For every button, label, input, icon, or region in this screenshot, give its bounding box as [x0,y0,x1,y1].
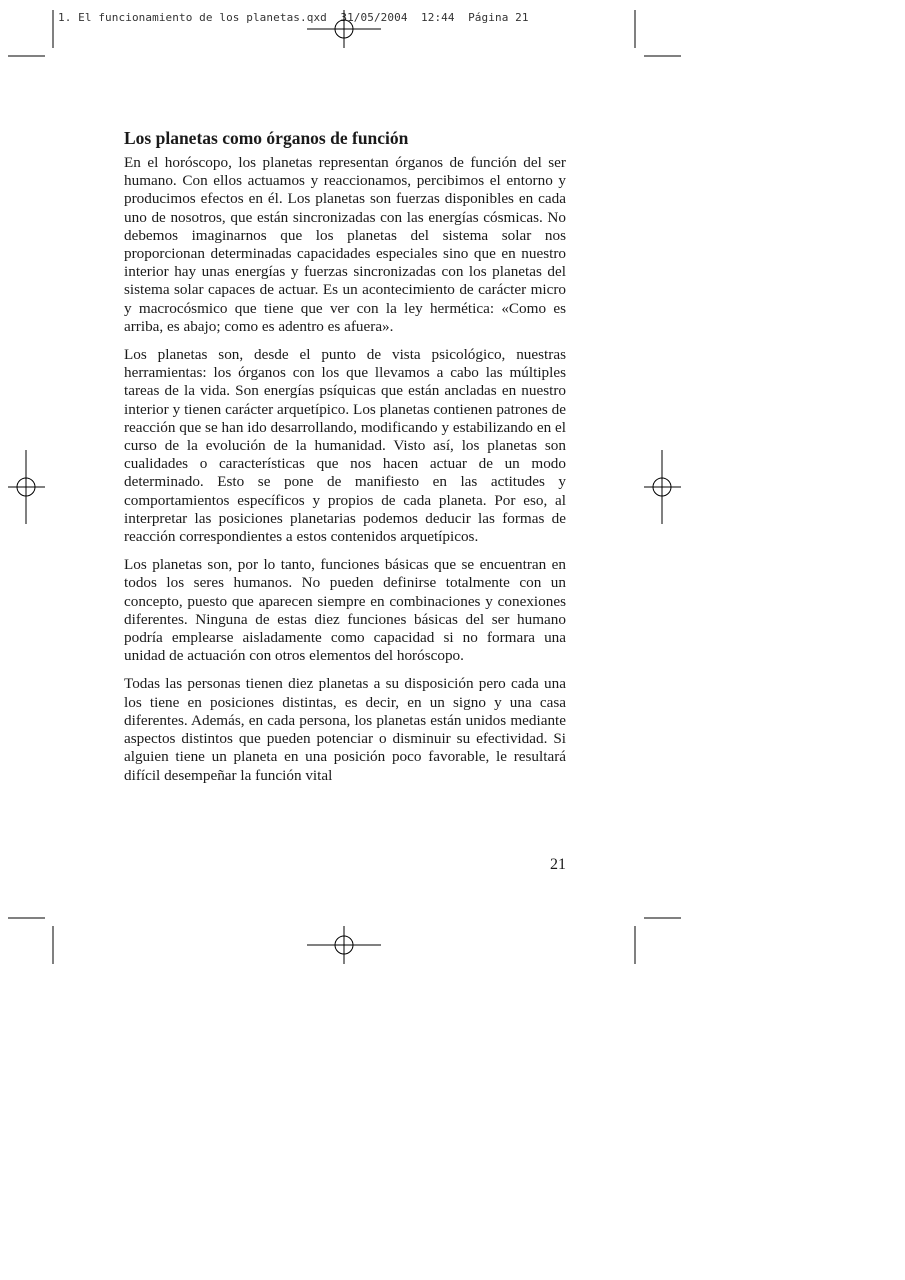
print-slug: 1. El funcionamiento de los planetas.qxd 31/05/2004 12:44 Página 21 [58,11,529,24]
body-paragraph: En el horóscopo, los planetas representan órganos de función del ser humano. Con ellos actuamos y reaccionamos, percibimos el entorno y producimos efectos en él. Los planetas son fuerzas disponibles en cada uno de nosotros, que están sincronizadas con las energías cósmicas. No debemos imaginarnos que los planetas del sistema solar nos proporcionan determinadas capacidades especiales sino que en nuestro interior hay unas energías y fuerzas sincronizadas con los planetas del sistema solar capaces de actuar. Es un acontecimiento de carácter micro y macrocósmico que tiene que ver con la ley hermética: «Como es arriba, es abajo; como es adentro es afuera». [124,154,566,335]
page-number: 21 [550,856,566,873]
section-title: Los planetas como órganos de función [124,128,409,148]
registration-mark-right [644,450,681,524]
registration-mark-bottom [307,926,381,964]
registration-mark-top [307,10,381,48]
page-body [124,127,566,795]
body-paragraph: Los planetas son, por lo tanto, funciones básicas que se encuentran en todos los seres humanos. No pueden definirse totalmente con un concepto, puesto que aparecen siempre en combinaciones y conexiones diferentes. Ninguna de estas diez funciones básicas del ser humano podría emplearse aisladamente como capacidad si no formara una unidad de actuación con otros elementos del horóscopo. [124,556,566,665]
body-paragraph: Los planetas son, desde el punto de vista psicológico, nuestras herramientas: los órganos con los que llevamos a cabo las múltiples tareas de la vida. Son energías psíquicas que están ancladas en nuestro interior y tienen carácter arquetípico. Los planetas contienen patrones de reacción que se han ido desarrollando, modificando y estabilizando en el curso de la evolución de la humanidad. Visto así, los planetas son cualidades o características que nos hacen actuar de un modo determinado. Esto se pone de manifiesto en las actitudes y comportamientos específicos y propios de cada planeta. Por eso, al interpretar las posiciones planetarias podemos deducir las formas de reacción correspondientes a estos contenidos arquetípicos. [124,346,566,546]
body-paragraph: Todas las personas tienen diez planetas a su disposición pero cada una los tiene en posiciones distintas, es decir, en un signo y una casa diferentes. Además, en cada persona, los planetas están unidos mediante aspectos distintos que pueden potenciar o disminuir su efectividad. Si alguien tiene un planeta en una posición poco favorable, le resultará difícil desempeñar la función vital [124,675,566,784]
registration-mark-left [8,450,45,524]
